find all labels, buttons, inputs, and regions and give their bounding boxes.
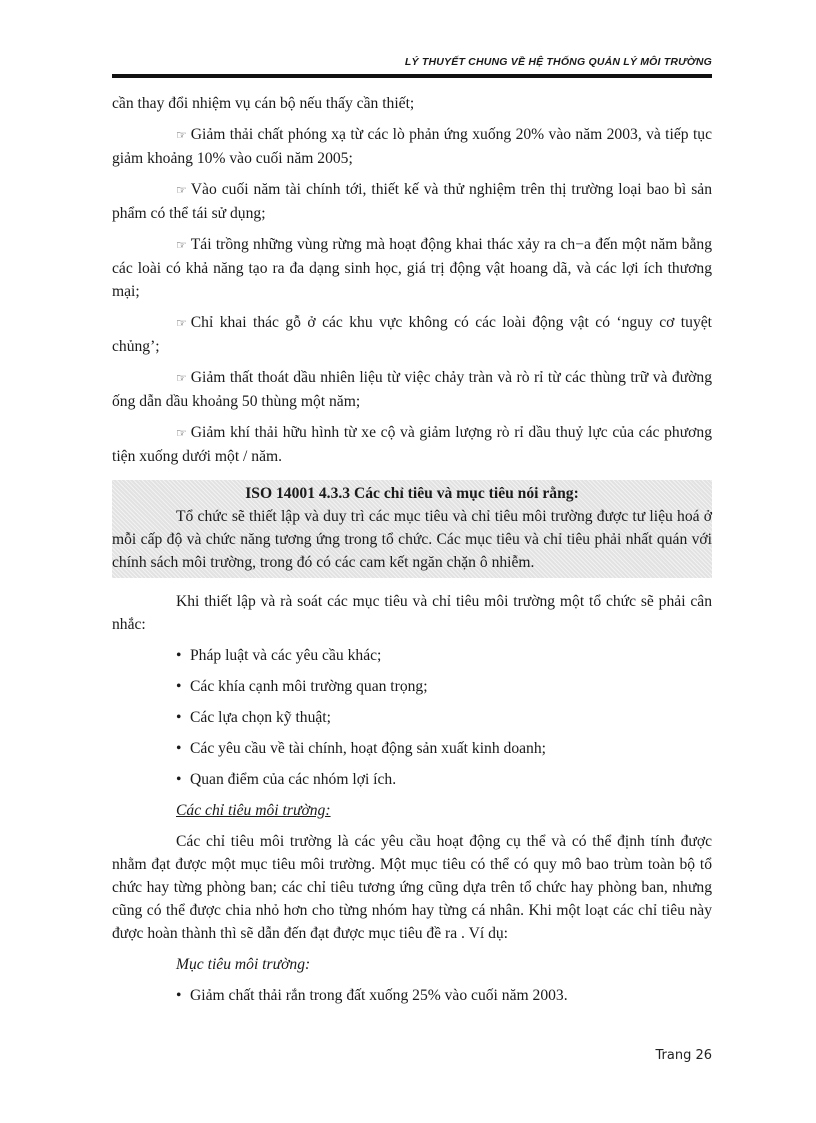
targets-heading-text: Các chỉ tiêu môi trường: — [176, 802, 331, 819]
hand-bullet-item — [112, 233, 712, 303]
hand-bullet-item — [112, 421, 712, 468]
hand-bullet-list — [112, 123, 712, 468]
continuation-paragraph: cần thay đổi nhiệm vụ cán bộ nếu thấy cần thiết; — [112, 95, 415, 112]
iso-box-title: ISO 14001 4.3.3 Các chỉ tiêu và mục tiêu nói rằng: — [245, 485, 579, 502]
hand-bullet-item — [112, 178, 712, 225]
hand-bullet-text: Tái trồng những vùng rừng mà hoạt động khai thác xảy ra ch−a đến một năm bằng các loài có khả năng tạo ra đa dạng sinh học, giá trị động vật hoang dã, và các lợi ích thương mại; — [112, 236, 712, 300]
list-item-text: Pháp luật và các yêu cầu khác; — [190, 647, 382, 664]
list-item — [112, 984, 712, 1007]
page-number: Trang 26 — [655, 1048, 712, 1063]
objective-list — [112, 984, 712, 1007]
list-item-text: Các lựa chọn kỹ thuật; — [190, 709, 331, 726]
iso-box-text: Tổ chức sẽ thiết lập và duy trì các mục tiêu và chỉ tiêu môi trường được tư liệu hoá ở mỗi cấp độ và chức năng tương ứng trong tổ chức. Các mục tiêu và chỉ tiêu phải nhất quán với chính sách môi trường, trong đó có các cam kết ngăn chặn ô nhiễm. — [112, 508, 712, 571]
consider-intro: Khi thiết lập và rà soát các mục tiêu và chỉ tiêu môi trường một tổ chức sẽ phải cân nhắc: — [112, 593, 712, 633]
pointing-hand-icon: ☞ — [176, 128, 187, 142]
hand-bullet-text: Vào cuối năm tài chính tới, thiết kế và thử nghiệm trên thị trường loại bao bì sản phẩm có thể tái sử dụng; — [112, 181, 712, 222]
bullet-glyph: • — [176, 740, 182, 757]
list-item-text: Các khía cạnh môi trường quan trọng; — [190, 678, 428, 695]
pointing-hand-icon: ☞ — [176, 183, 187, 197]
hand-bullet-item — [112, 366, 712, 413]
running-header-title: LÝ THUYẾT CHUNG VỀ HỆ THỐNG QUẢN LÝ MÔI TRƯỜNG — [404, 56, 712, 68]
list-item — [112, 644, 712, 667]
consider-list — [112, 644, 712, 791]
targets-paragraph: Các chỉ tiêu môi trường là các yêu cầu hoạt động cụ thể và có thể định tính được nhằm đạt được một mục tiêu môi trường. Một mục tiêu có thể có quy mô bao trùm toàn bộ tổ chức hay từng phòng ban; các chỉ tiêu tương ứng cũng dựa trên tổ chức hay phòng ban, nhưng cũng có thể được chia nhỏ hơn cho từng nhóm hay từng cá nhân. Khi một loạt các chỉ tiêu này được hoàn thành thì sẽ dẫn đến đạt được mục tiêu đề ra . Ví dụ: — [112, 833, 712, 942]
list-item — [112, 706, 712, 729]
targets-heading — [112, 799, 712, 822]
bullet-glyph: • — [176, 647, 182, 664]
list-item — [112, 675, 712, 698]
hand-bullet-item — [112, 311, 712, 358]
pointing-hand-icon: ☞ — [176, 371, 187, 385]
bullet-glyph: • — [176, 709, 182, 726]
header-rule — [112, 74, 712, 78]
iso-standard-box — [112, 480, 712, 578]
list-item — [112, 737, 712, 760]
hand-bullet-item — [112, 123, 712, 170]
list-item-text: Giảm chất thải rắn trong đất xuống 25% vào cuối năm 2003. — [190, 987, 568, 1004]
hand-bullet-text: Giảm thất thoát dầu nhiên liệu từ việc chảy tràn và rò rỉ từ các thùng trữ và đường ống dẫn dầu khoảng 50 thùng một năm; — [112, 369, 712, 410]
list-item-text: Các yêu cầu về tài chính, hoạt động sản xuất kinh doanh; — [190, 740, 546, 757]
pointing-hand-icon: ☞ — [176, 426, 187, 440]
hand-bullet-text: Chỉ khai thác gỗ ở các khu vực không có các loài động vật có ‘nguy cơ tuyệt chủng’; — [112, 314, 712, 355]
pointing-hand-icon: ☞ — [176, 316, 187, 330]
bullet-glyph: • — [176, 771, 182, 788]
hand-bullet-text: Giảm thải chất phóng xạ từ các lò phản ứng xuống 20% vào năm 2003, và tiếp tục giảm khoảng 10% vào cuối năm 2005; — [112, 126, 712, 167]
objective-heading: Mục tiêu môi trường: — [176, 956, 311, 973]
hand-bullet-text: Giảm khí thải hữu hình từ xe cộ và giảm lượng rò rỉ dầu thuỷ lực của các phương tiện xuống dưới một / năm. — [112, 424, 712, 465]
bullet-glyph: • — [176, 987, 182, 1004]
body-text — [112, 92, 712, 1015]
list-item-text: Quan điểm của các nhóm lợi ích. — [190, 771, 397, 788]
pointing-hand-icon: ☞ — [176, 238, 187, 252]
bullet-glyph: • — [176, 678, 182, 695]
list-item — [112, 768, 712, 791]
